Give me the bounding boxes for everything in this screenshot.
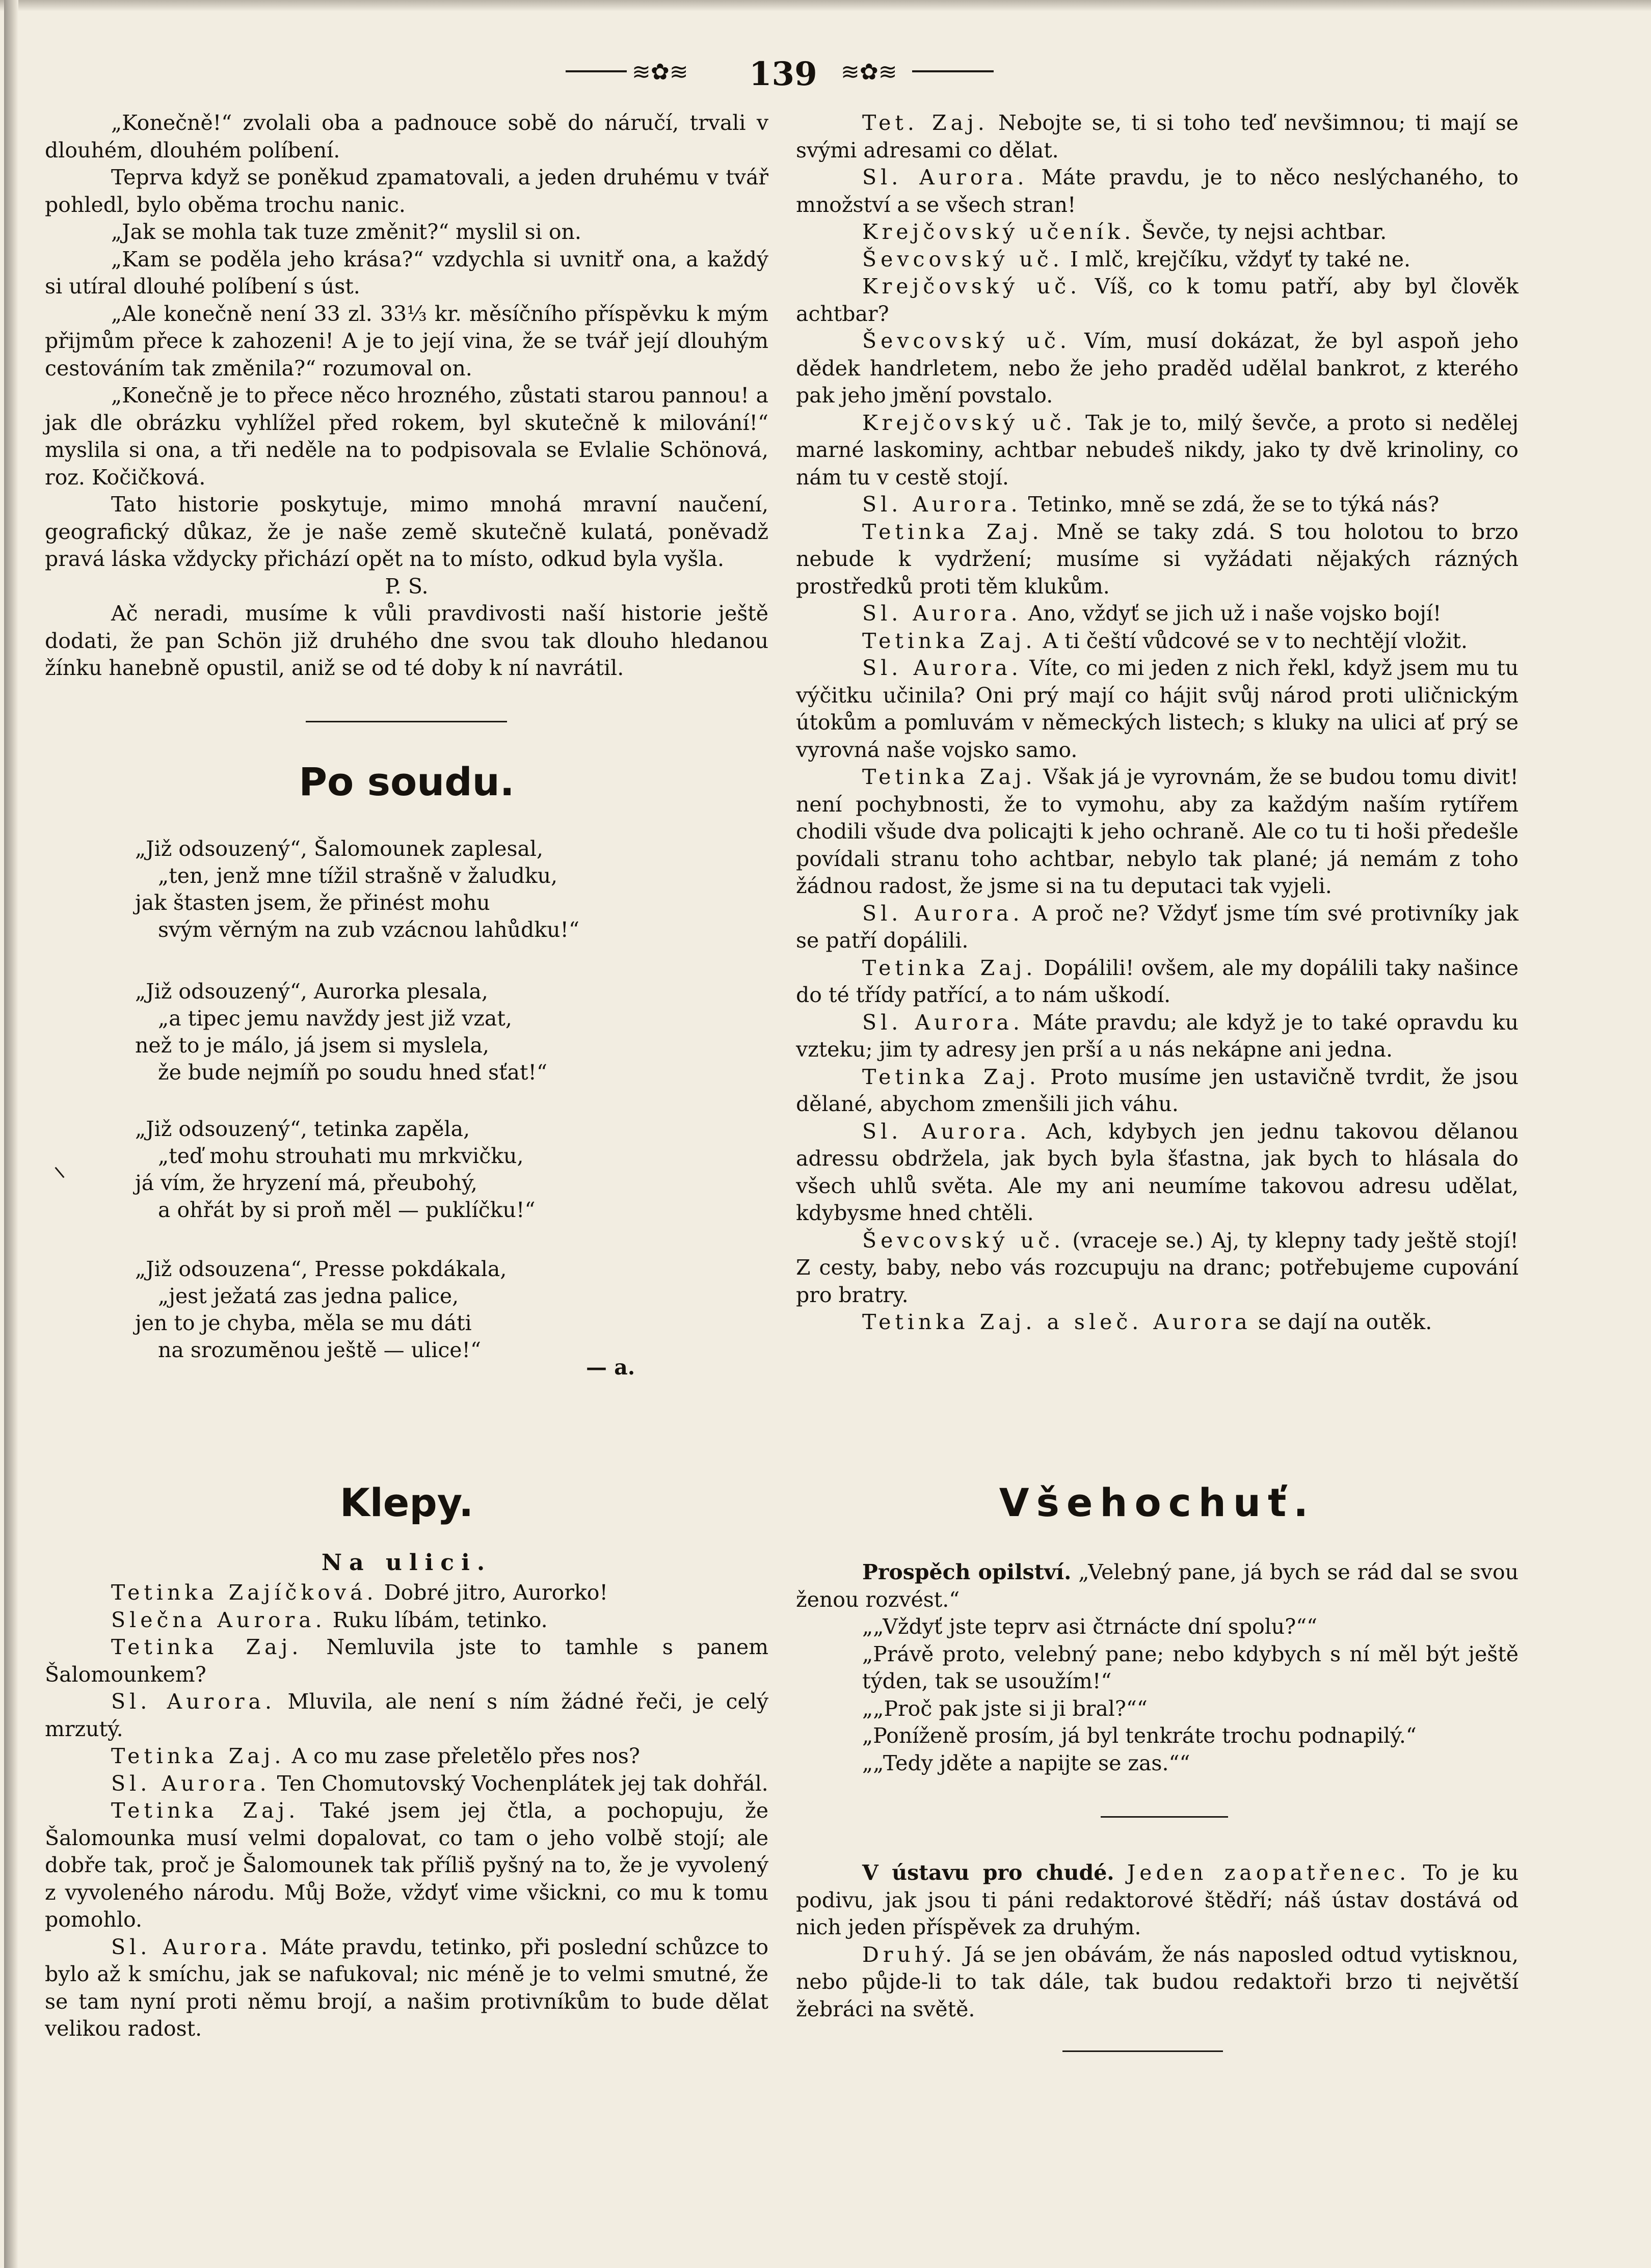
poem-line: jen to je chyba, měla se mu dáti: [135, 1311, 472, 1335]
story-paragraph: „Kam se poděla jeho krása?“ vzdychla si uvnitř ona, a každý si utíral dlouhé políbení s úst.: [45, 247, 768, 299]
anecdote-paragraph: [796, 1859, 1519, 1941]
speaker: Tetinka Zaj.: [862, 1064, 1040, 1089]
margin-mark: [55, 1167, 64, 1178]
dialogue-line: [45, 1579, 768, 1607]
end-divider: [1062, 2050, 1223, 2052]
speaker: Sl. Aurora.: [862, 901, 1024, 926]
dialogue-line: [796, 1227, 1519, 1309]
ornament-right-icon: ≋✿≋: [841, 59, 897, 85]
speech: A ti čeští vůdcové se v to nechtějí vložit.: [1036, 628, 1468, 653]
poem-signature: — a.: [586, 1355, 635, 1380]
dialogue-line: [796, 1309, 1519, 1336]
dialogue-line: [796, 328, 1519, 410]
klepy-dialogue: [45, 1579, 768, 2043]
speaker: Druhý.: [862, 1942, 956, 1967]
speech: Však já je vyrovnám, že se budou tomu divit! není pochybnosti, že to vymohu, aby za každým naším rytířem chodili všude dva policajti k jeho ochraně. Ale co tu ti hoši předešle povídali stranu toho achtbar, nebylo tak plané; já nemám z toho žádnou radost, že jsme si na tu deputaci tak vyjeli.: [796, 765, 1519, 898]
poem-line: „Již odsouzený“, tetinka zapěla,: [135, 1117, 470, 1141]
poem-line: „jest ježatá zas jedna palice,: [158, 1284, 459, 1308]
speaker: Krejčovský učeník.: [862, 220, 1135, 244]
speech: Proto musíme jen ustavičně tvrdit, že jsou dělané, abychom zmenšili jich váhu.: [796, 1064, 1519, 1116]
poem-line: „teď mohu strouhati mu mrkvičku,: [158, 1144, 524, 1168]
dialogue-line: [45, 1797, 768, 1934]
speech: Také jsem jej čtla, a pochopuju, že Šalomounka musí velmi dopalovat, co tam o jeho volbě stojí; ale dobře tak, proč je Šalomounek tak příliš pyšný na to, že je vyvolený z vyvoleného národu. Můj Bože, vždyť vime všickni, co mu k tomu pomohlo.: [45, 1798, 769, 1932]
speech: I mlč, krejčíku, vždyť ty také ne.: [1063, 247, 1411, 272]
speaker: Krejčovský uč.: [862, 410, 1076, 435]
speaker: Tetinka Zajíčková.: [111, 1580, 378, 1605]
vsehochut-anecdote-2: [796, 1859, 1519, 2023]
anecdote-label: V ústavu pro chudé.: [862, 1860, 1114, 1885]
poem-stanza: [135, 1256, 507, 1364]
speaker: Tetinka Zaj.: [862, 765, 1036, 789]
story-paragraph: Tato historie poskytuje, mimo mnohá mravní naučení, geografický důkaz, že je naše země skutečně kulatá, poněvadž pravá láska vždycky přichází opět na to místo, odkud byla vyšla.: [45, 492, 768, 571]
speaker: Tetinka Zaj. a sleč. Aurora: [862, 1310, 1251, 1334]
dialogue-line: [796, 110, 1519, 164]
speaker: Tetinka Zaj.: [862, 519, 1043, 544]
speech: Ano, vždyť se jich už i naše vojsko bojí!: [1021, 601, 1442, 626]
speech: Máte pravdu; ale když je to také opravdu ku vzteku; jim ty adresy jen prší a u nás nekápne ani jedna.: [796, 1010, 1519, 1062]
ornament-left-icon: ≋✿≋: [632, 59, 688, 85]
speech: Ten Chomutovský Vochenplátek jej tak dohřál.: [270, 1771, 768, 1796]
section-divider: [1101, 1816, 1228, 1818]
speaker: Jeden zaopatřenec.: [1127, 1860, 1410, 1885]
page-header: [0, 51, 1651, 92]
section-subtitle-na-ulici: Na ulici.: [321, 1550, 492, 1576]
speech: Máte pravdu, tetinko, při poslední schůzce to bylo až k smíchu, jak se nafukoval; nic méně je to velmi smutné, že se tam nyní proti němu brojí, a našim protivníkům to bude dělat velikou radost.: [45, 1934, 769, 2041]
section-title-po-soudu: Po soudu.: [299, 759, 515, 804]
poem-line: a ohřát by si proň měl — puklíčku!“: [158, 1198, 536, 1222]
dialogue-line: [45, 1607, 768, 1634]
speaker: Tetinka Zaj.: [862, 955, 1037, 980]
poem-line: jak štasten jsem, že přinést mohu: [135, 890, 490, 915]
dialogue-line: [796, 1064, 1519, 1118]
dialogue-line: [796, 600, 1519, 628]
speech: Máte pravdu, je to něco neslýchaného, to množství a se všech stran!: [796, 165, 1519, 217]
speaker: Sl. Aurora.: [862, 492, 1022, 517]
speech: Vím, musí dokázat, že byl aspoň jeho dědek handrletem, nebo že jeho praděd udělal bankrot, z kterého pak jeho jmění povstalo.: [796, 329, 1519, 408]
dialogue-line: [45, 1688, 768, 1743]
speech: Tetinko, mně se zdá, že se to týká nás?: [1021, 492, 1440, 517]
anecdote-line: „„Proč pak jste si ji bral?““: [862, 1696, 1148, 1721]
story-paragraph: Teprva když se poněkud zpamatovali, a jeden druhému v tvář pohledl, bylo oběma trochu nanic.: [45, 165, 768, 217]
speech: Mně se taky zdá. S tou holotou to brzo nebude k vydržení; musíme si vyžádati nějakých rázných prostředků proti těm klukům.: [796, 519, 1519, 599]
speech: Dobré jitro, Aurorko!: [377, 1580, 608, 1605]
speaker: Ševcovský uč.: [862, 247, 1063, 272]
speech: Ruku líbám, tetinko.: [326, 1607, 548, 1632]
speaker: Ševcovský uč.: [862, 1228, 1065, 1253]
dialogue-line: [796, 246, 1519, 274]
speaker: Tetinka Zaj.: [111, 1744, 285, 1768]
speaker: Tetinka Zaj.: [111, 1798, 300, 1823]
anecdote-paragraph: [796, 1559, 1519, 1613]
speech: Ach, kdybych jen jednu takovou dělanou adressu obdržela, jak bych byla šťastna, jak bych to hlásala do všech uhlů světa. Ale my ani neumíme takovou adresu udělat, kdybysme hned chtěli.: [796, 1119, 1519, 1225]
postscript-label: P. S.: [385, 574, 429, 599]
section-divider: [306, 721, 507, 722]
speech: (vraceje se.) Aj, ty klepny tady ještě stojí! Z cesty, baby, nebo vás rozcupuju na dranc; potřebujeme cupování pro bratry.: [796, 1228, 1519, 1307]
speech: Dopálili! ovšem, ale my dopálili taky našince do té třídy patřící, a to nám uškodí.: [796, 955, 1519, 1007]
story-paragraph: „Jak se mohla tak tuze změnit?“ myslil si on.: [111, 220, 581, 244]
dialogue-line: [796, 955, 1519, 1009]
header-rule-right: [912, 70, 994, 72]
dialogue-line: [796, 273, 1519, 328]
poem-line: „Již odsouzena“, Presse pokdákala,: [135, 1257, 507, 1281]
speech: Tak je to, milý ševče, a proto si nedělej marné laskominy, achtbar nebudeš nikdy, jako ty dvě krinoliny, co nám tu v cestě stojí.: [796, 410, 1519, 490]
binding-edge: [4, 0, 18, 2268]
speech: Nemluvila jste to tamhle s panem Šalomounkem?: [45, 1635, 769, 1687]
anecdote-text: Já se jen obávám, že nás naposled odtud vytisknou, nebo půjde-li to tak dále, tak budou redaktoři brzo ti největší žebráci na světě.: [796, 1942, 1519, 2021]
dialogue-line: [796, 655, 1519, 764]
speaker: Sl. Aurora.: [862, 656, 1022, 680]
section-title-vsehochut: Všehochuť.: [999, 1480, 1316, 1525]
speaker: Tet. Zaj.: [862, 111, 989, 135]
poem-line: že bude nejmíň po soudu hned sťat!“: [158, 1060, 547, 1085]
anecdote-line: „„Tedy jděte a napijte se zas.““: [862, 1750, 1190, 1775]
section-title-klepy: Klepy.: [339, 1480, 474, 1525]
poem-line: než to je málo, já jsem si myslela,: [135, 1033, 490, 1058]
speaker: Sl. Aurora.: [111, 1771, 271, 1796]
anecdote-line: „Právě proto, velebný pane; nebo kdybych s ní měl být ještě týden, tak se usoužím!“: [862, 1641, 1519, 1693]
dialogue-line: [796, 491, 1519, 519]
poem-line: „Již odsouzený“, Šalomounek zaplesal,: [135, 836, 544, 861]
dialogue-line: [796, 219, 1519, 246]
poem-line: já vím, že hryzení má, přeubohý,: [135, 1171, 477, 1195]
poem-line: „ten, jenž mne tížil strašně v žaludku,: [158, 863, 558, 888]
speech: A proč ne? Vždyť jsme tím své protivníky jak se patří dopálili.: [796, 901, 1519, 953]
dialogue-line: [796, 519, 1519, 601]
speaker: Sl. Aurora.: [862, 1010, 1024, 1035]
speaker: Sl. Aurora.: [862, 601, 1022, 626]
speaker: Slečna Aurora.: [111, 1607, 326, 1632]
poem-line: „a tipec jemu navždy jest již vzat,: [158, 1006, 512, 1031]
dialogue-line: [796, 1009, 1519, 1064]
story-paragraph: „Konečně!“ zvolali oba a padnouce sobě do náručí, trvali v dlouhém, dlouhém políbení.: [45, 111, 768, 163]
poem-line: na srozumĕnou ještě — ulice!“: [158, 1338, 481, 1362]
speech: Víš, co k tomu patří, aby byl člověk achtbar?: [796, 274, 1519, 326]
speech: se dají na outěk.: [1251, 1310, 1432, 1334]
anecdote-line: „Poníženě prosím, já byl tenkráte trochu podnapilý.“: [862, 1723, 1417, 1748]
speaker: Tetinka Zaj.: [111, 1635, 303, 1659]
story-paragraph: „Konečně je to přece něco hrozného, zůstati starou pannou! a jak dle obrázku vyhlížel před rokem, byl skutečně k milování!“ myslila si ona, a tři neděle na to podpisovala se Evlalie Schönová, roz. Kočičková.: [45, 383, 768, 490]
dialogue-line: [796, 764, 1519, 900]
dialogue-line: [45, 1934, 768, 2043]
postscript-text: Ač neradi, musíme k vůli pravdivosti naší historie ještě dodati, že pan Schön již druhého dne svou tak dlouho hledanou žínku hanebně opustil, aniž se od té doby k ní navrátil.: [45, 601, 768, 680]
dialogue-line: [45, 1770, 768, 1798]
dialogue-line: [796, 900, 1519, 955]
dialogue-line: [45, 1634, 768, 1688]
speech: Nebojte se, ti si toho teď nevšimnou; ti mají se svými adresami co dělat.: [796, 111, 1519, 163]
left-column-story: [45, 110, 768, 682]
speaker: Ševcovský uč.: [862, 329, 1071, 353]
right-column-dialogue: [796, 110, 1519, 1336]
header-rule-left: [566, 70, 627, 72]
speech: Mluvila, ale není s ním žádné řeči, je celý mrzutý.: [45, 1689, 769, 1741]
anecdote-label: Prospěch opilství.: [862, 1560, 1072, 1584]
vsehochut-anecdote-1: [796, 1559, 1519, 1777]
speech: Víte, co mi jeden z nich řekl, když jsem mu tu výčitku učinila? Oni prý mají co hájit svůj národ proti uličnickým útokům a pomluvám v německých listech; s kluky na ulici ať prý se vyrovná naše vojsko samo.: [796, 656, 1519, 762]
poem-line: „Již odsouzený“, Aurorka plesala,: [135, 979, 488, 1004]
speech: Ševče, ty nejsi achtbar.: [1135, 220, 1387, 244]
speaker: Sl. Aurora.: [111, 1934, 272, 1959]
page-top-edge: [0, 0, 1651, 11]
anecdote-line: „„Vždyť jste teprv asi čtrnácte dní spolu?““: [862, 1614, 1318, 1639]
poem-stanza: [135, 835, 579, 943]
anecdote-text: To je ku podivu, jak jsou ti páni redaktorové štědří; náš ústav dostává od nich jeden příspěvek za druhým.: [796, 1860, 1519, 1939]
speaker: Krejčovský uč.: [862, 274, 1081, 299]
dialogue-line: [796, 164, 1519, 219]
dialogue-line: [45, 1743, 768, 1770]
anecdote-text: „Velebný pane, já bych se rád dal se svou ženou rozvést.“: [796, 1560, 1519, 1612]
anecdote-paragraph: [796, 1941, 1519, 2023]
story-paragraph: „Ale konečně není 33 zl. 33⅓ kr. měsíčního příspěvku k mým přijmům přece k zahozeni! A je to její vina, že se tvář její dlouhým cestováním tak změnila?“ rozumoval on.: [45, 301, 768, 381]
speaker: Tetinka Zaj.: [862, 628, 1036, 653]
speaker: Sl. Aurora.: [862, 1119, 1031, 1144]
poem-line: svým věrným na zub vzácnou lahůdku!“: [158, 917, 579, 942]
dialogue-line: [796, 410, 1519, 492]
dialogue-line: [796, 628, 1519, 655]
poem-stanza: [135, 1116, 535, 1224]
poem-stanza: [135, 978, 547, 1086]
speaker: Sl. Aurora.: [862, 165, 1028, 190]
speaker: Sl. Aurora.: [111, 1689, 276, 1714]
dialogue-line: [796, 1118, 1519, 1227]
speech: A co mu zase přeletělo přes nos?: [285, 1744, 640, 1768]
page-number: 139: [749, 55, 817, 93]
